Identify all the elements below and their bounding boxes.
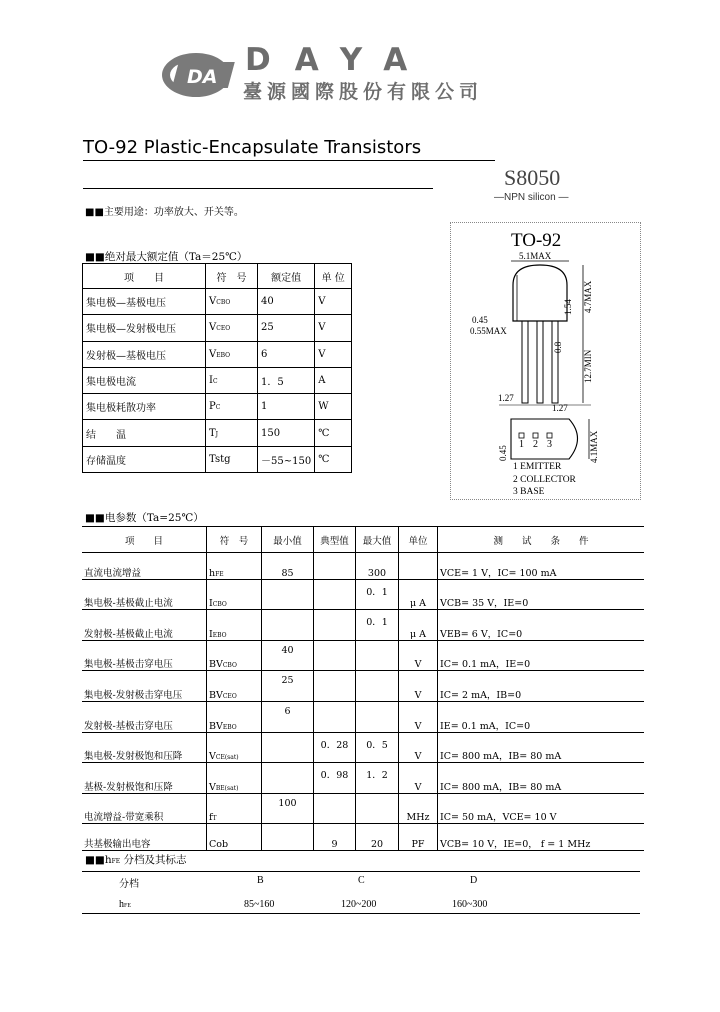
table-row — [83, 341, 352, 367]
typ-cell — [314, 640, 356, 671]
elec-table — [82, 526, 644, 851]
max-cell — [356, 701, 399, 732]
unit-cell: A — [315, 367, 352, 393]
brand-name: DAYA — [245, 42, 432, 78]
symbol-cell: BVCEO — [207, 671, 262, 702]
symbol-cell: VCEO — [206, 315, 258, 341]
min-cell: 25 — [262, 671, 314, 702]
col-max: 最大值 — [356, 527, 399, 553]
max-cell: 300 — [356, 553, 399, 580]
item-cell: 集电极—基极电压 — [83, 289, 206, 315]
col-unit: 单位 — [399, 527, 438, 553]
table-row — [82, 671, 644, 702]
dim-bottom-045: 0.45 — [498, 445, 508, 461]
symbol-cell: BVCBO — [207, 640, 262, 671]
condition-cell: VEB= 6 V，IC=0 — [438, 610, 645, 641]
max-cell: 1．2 — [356, 763, 399, 794]
rating-cell: 40 — [258, 289, 315, 315]
abs-max-heading: ■■绝对最大额定值（Ta＝25℃） — [85, 251, 248, 263]
part-number: S8050 — [504, 165, 561, 190]
legend-base: 3 BASE — [513, 487, 545, 497]
legend-collector: 2 COLLECTOR — [513, 475, 576, 485]
typ-cell — [314, 579, 356, 610]
company-name: 臺源國際股份有限公司 — [243, 81, 484, 103]
package-name: TO-92 — [511, 230, 562, 251]
package-body — [513, 265, 567, 321]
dim-045: 0.45 — [472, 315, 488, 325]
item-cell: 发射极—基极电压 — [83, 341, 206, 367]
symbol-cell: VEBO — [206, 341, 258, 367]
title-rule — [83, 160, 495, 161]
typ-cell: 0．98 — [314, 763, 356, 794]
typ-cell — [314, 671, 356, 702]
item-cell: 发射极-基极击穿电压 — [82, 701, 207, 732]
condition-cell: IC= 0.1 mA，IE=0 — [438, 640, 645, 671]
unit-cell: V — [399, 763, 438, 794]
rating-cell: 6 — [258, 341, 315, 367]
col-rating: 额定值 — [258, 264, 315, 289]
symbol-cell: TJ — [206, 420, 258, 446]
min-cell — [262, 579, 314, 610]
symbol-cell: hFE — [207, 553, 262, 580]
col-item: 项 目 — [82, 527, 207, 553]
item-cell: 集电极—发射极电压 — [83, 315, 206, 341]
item-cell: 集电极电流 — [83, 367, 206, 393]
item-cell: 共基极输出电容 — [82, 824, 207, 851]
table-row — [82, 640, 644, 671]
table-row — [82, 553, 644, 580]
unit-cell: V — [315, 341, 352, 367]
item-cell: 集电极耗散功率 — [83, 394, 206, 420]
table-row — [82, 610, 644, 641]
lead-2 — [537, 321, 543, 403]
table-row — [82, 763, 644, 794]
table-row — [82, 793, 644, 824]
unit-cell: V — [399, 732, 438, 763]
table-header-row — [82, 527, 644, 553]
max-cell: 20 — [356, 824, 399, 851]
table-row — [83, 394, 352, 420]
typ-cell — [314, 701, 356, 732]
hfe-range-c: 120~200 — [341, 899, 377, 910]
min-cell — [262, 763, 314, 794]
condition-cell: VCB= 10 V，IE=0， f = 1 MHz — [438, 824, 645, 851]
unit-cell: V — [315, 315, 352, 341]
rating-cell: －55~150 — [258, 446, 315, 472]
typ-cell — [314, 553, 356, 580]
max-cell: 0．5 — [356, 732, 399, 763]
item-cell: 电流增益-带宽乘积 — [82, 793, 207, 824]
item-cell: 基极-发射极饱和压降 — [82, 763, 207, 794]
unit-cell: μ A — [399, 610, 438, 641]
symbol-cell: BVEBO — [207, 701, 262, 732]
dim-154: 1.54 — [563, 299, 573, 315]
min-cell — [262, 824, 314, 851]
condition-cell: VCB= 35 V，IE=0 — [438, 579, 645, 610]
unit-cell: MHz — [399, 793, 438, 824]
usage-text: ■■主要用途：功率放大、开关等。 — [85, 207, 244, 218]
min-cell: 6 — [262, 701, 314, 732]
max-cell — [356, 671, 399, 702]
item-cell: 存储温度 — [83, 446, 206, 472]
table-row — [83, 289, 352, 315]
part-type: —NPN silicon — — [494, 192, 569, 203]
dim-055: 0.55MAX — [470, 326, 507, 336]
hfe-label-c: C — [358, 875, 365, 886]
symbol-cell: VBE(sat) — [207, 763, 262, 794]
condition-cell: VCE= 1 V，IC= 100 mA — [438, 553, 645, 580]
condition-cell: IC= 800 mA，IB= 80 mA — [438, 763, 645, 794]
min-cell: 40 — [262, 640, 314, 671]
typ-cell — [314, 610, 356, 641]
symbol-cell: IEBO — [207, 610, 262, 641]
unit-cell: V — [399, 640, 438, 671]
package-drawing — [450, 222, 641, 500]
dim-pitch-1: 1.27 — [498, 393, 514, 403]
item-cell: 集电极-基极击穿电压 — [82, 640, 207, 671]
col-min: 最小值 — [262, 527, 314, 553]
symbol-cell: VCE(sat) — [207, 732, 262, 763]
hfe-row-label: hFE — [119, 899, 132, 910]
unit-cell: PF — [399, 824, 438, 851]
table-row — [82, 579, 644, 610]
typ-cell: 0．28 — [314, 732, 356, 763]
hfe-heading: ■■hFE 分档及其标志 — [85, 854, 187, 866]
unit-cell: V — [399, 701, 438, 732]
symbol-cell: fT — [207, 793, 262, 824]
hfe-rule-bottom — [82, 913, 640, 914]
table-row — [83, 420, 352, 446]
rating-cell: 1 — [258, 394, 315, 420]
symbol-cell: PC — [206, 394, 258, 420]
item-cell: 直流电流增益 — [82, 553, 207, 580]
item-cell: 集电极-发射极饱和压降 — [82, 732, 207, 763]
company-logo — [160, 50, 238, 100]
col-typ: 典型值 — [314, 527, 356, 553]
hfe-range-b: 85~160 — [244, 899, 275, 910]
unit-cell: W — [315, 394, 352, 420]
symbol-cell: IC — [206, 367, 258, 393]
condition-cell: IC= 2 mA，IB=0 — [438, 671, 645, 702]
unit-cell — [399, 553, 438, 580]
logo-text: DA — [187, 66, 218, 88]
lead-1 — [522, 321, 528, 403]
table-row — [82, 732, 644, 763]
max-cell — [356, 640, 399, 671]
hfe-label-class: 分档 — [119, 879, 139, 890]
col-symbol: 符 号 — [206, 264, 258, 289]
pin-1-label: 1 — [519, 439, 524, 450]
dim-height: 4.7MAX — [583, 280, 593, 313]
unit-cell: ℃ — [315, 446, 352, 472]
dim-width: 5.1MAX — [519, 251, 552, 261]
table-row — [82, 824, 644, 851]
lead-3 — [552, 321, 558, 403]
max-cell: 0．1 — [356, 579, 399, 610]
item-cell: 发射极-基极截止电流 — [82, 610, 207, 641]
symbol-cell: Tstg — [206, 446, 258, 472]
table-row — [83, 446, 352, 472]
hfe-label-b: B — [257, 875, 264, 886]
min-cell — [262, 732, 314, 763]
dim-lead-length: 12.7MIN — [583, 349, 593, 383]
item-cell: 集电极-发射极击穿电压 — [82, 671, 207, 702]
col-symbol: 符 号 — [207, 527, 262, 553]
max-cell — [356, 793, 399, 824]
typ-cell — [314, 793, 356, 824]
rating-cell: 1．5 — [258, 367, 315, 393]
typ-cell: 9 — [314, 824, 356, 851]
document-title: TO-92 Plastic-Encapsulate Transistors — [83, 137, 422, 158]
table-row — [82, 701, 644, 732]
abs-max-table — [82, 263, 352, 473]
item-cell: 结 温 — [83, 420, 206, 446]
unit-cell: V — [315, 289, 352, 315]
pin-3-label: 3 — [547, 439, 552, 450]
col-unit: 单 位 — [315, 264, 352, 289]
dim-bottom-height: 4.1MAX — [589, 430, 599, 463]
min-cell — [262, 610, 314, 641]
min-cell: 85 — [262, 553, 314, 580]
hfe-rule-top — [82, 871, 640, 872]
hfe-range-d: 160~300 — [452, 899, 488, 910]
symbol-cell: VCBO — [206, 289, 258, 315]
condition-cell: IC= 50 mA，VCE= 10 V — [438, 793, 645, 824]
min-cell: 100 — [262, 793, 314, 824]
max-cell: 0．1 — [356, 610, 399, 641]
usage-rule — [83, 188, 433, 189]
dim-pitch-2: 1.27 — [552, 403, 568, 413]
hfe-label-d: D — [470, 875, 478, 886]
unit-cell: ℃ — [315, 420, 352, 446]
item-cell: 集电极-基极截止电流 — [82, 579, 207, 610]
condition-cell: IE= 0.1 mA，IC=0 — [438, 701, 645, 732]
table-row — [83, 367, 352, 393]
legend-emitter: 1 EMITTER — [513, 462, 562, 472]
table-row — [83, 315, 352, 341]
rating-cell: 150 — [258, 420, 315, 446]
unit-cell: μ A — [399, 579, 438, 610]
rating-cell: 25 — [258, 315, 315, 341]
unit-cell: V — [399, 671, 438, 702]
condition-cell: IC= 800 mA，IB= 80 mA — [438, 732, 645, 763]
col-conditions: 测 试 条 件 — [438, 527, 645, 553]
symbol-cell: ICBO — [207, 579, 262, 610]
table-header-row — [83, 264, 352, 289]
elec-heading: ■■电参数（Ta=25℃） — [85, 512, 204, 524]
col-item: 项 目 — [83, 264, 206, 289]
dim-08: 0.8 — [553, 341, 563, 353]
symbol-cell: Cob — [207, 824, 262, 851]
pin-2-label: 2 — [533, 439, 538, 450]
